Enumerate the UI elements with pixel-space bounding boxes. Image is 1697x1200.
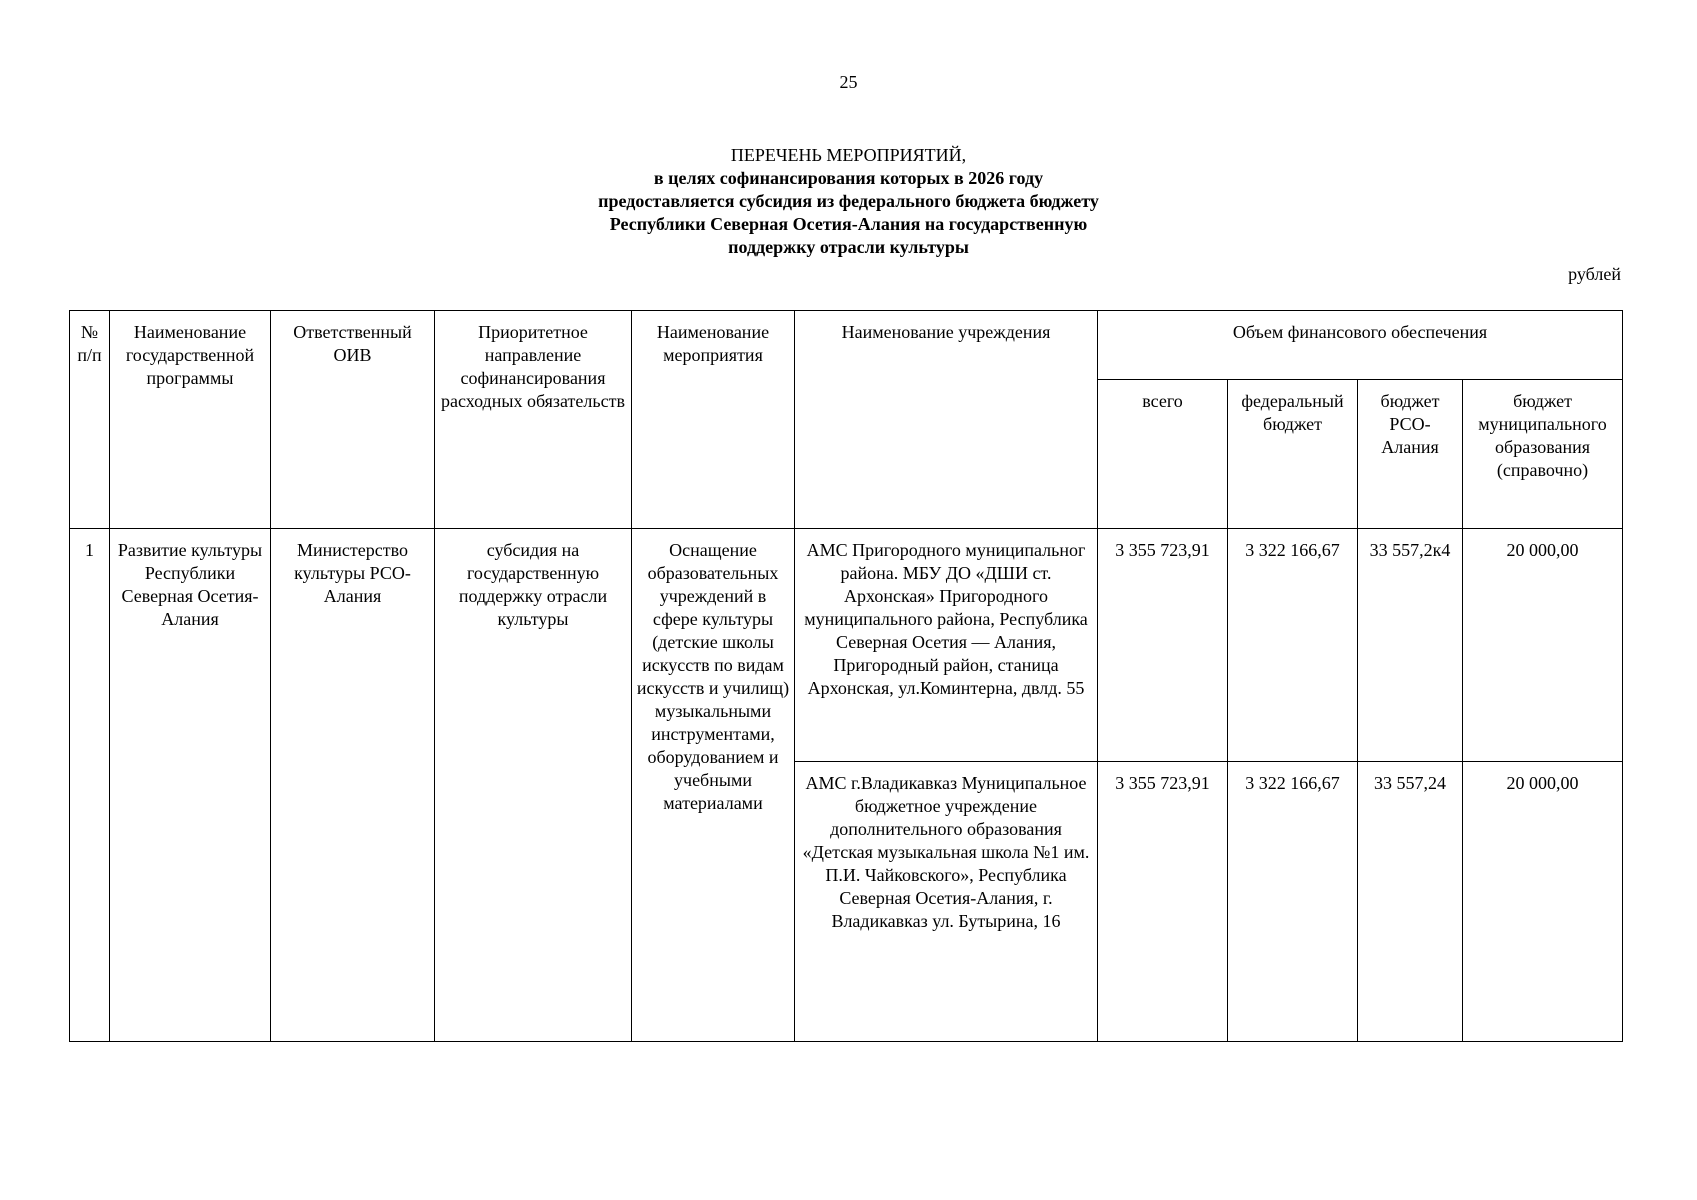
measures-table	[69, 310, 1623, 1042]
title-line-3: предоставляется субсидия из федерального бюджета бюджету	[598, 191, 1099, 211]
title-line-2: в целях софинансирования которых в 2026 году	[653, 168, 1044, 188]
row1-num: 1	[70, 529, 110, 1042]
title-line-1: ПЕРЕЧЕНЬ МЕРОПРИЯТИЙ,	[730, 145, 967, 165]
header-direction: Приоритетное направление софинансирования расходных обязательств	[435, 311, 632, 529]
currency-units: рублей	[1568, 264, 1621, 284]
header-oiv: Ответственный ОИВ	[271, 311, 435, 529]
header-municipal: бюджет муниципального образования (справочно)	[1463, 380, 1623, 529]
title-line-4: Республики Северная Осетия-Алания на государственную	[609, 214, 1088, 234]
page-number: 25	[839, 72, 858, 92]
table-row	[70, 529, 1623, 762]
header-num: № п/п	[70, 311, 110, 529]
header-financing: Объем финансового обеспечения	[1098, 311, 1623, 380]
row1-program: Развитие культуры Республики Северная Осетия-Алания	[110, 529, 271, 1042]
row2-institution: АМС г.Владикавказ Муниципальное бюджетное учреждение дополнительного образования «Детская музыкальная школа №1 им. П.И. Чайковского», Республика Северная Осетия-Алания, г. Владикавказ ул. Бутырина, 16	[795, 762, 1098, 1042]
header-regional: бюджет РСО-Алания	[1358, 380, 1463, 529]
row1-municipal: 20 000,00	[1463, 529, 1623, 762]
document-title	[0, 144, 1697, 259]
row1-oiv: Министерство культуры РСО-Алания	[271, 529, 435, 1042]
row2-federal: 3 322 166,67	[1228, 762, 1358, 1042]
row1-direction: субсидия на государственную поддержку отрасли культуры	[435, 529, 632, 1042]
row1-institution: АМС Пригородного муниципальног района. МБУ ДО «ДШИ ст. Архонская» Пригородного муниципального района, Республика Северная Осетия — Алания, Пригородный район, станица Архонская, ул.Коминтерна, двлд. 55	[795, 529, 1098, 762]
header-event: Наименование мероприятия	[632, 311, 795, 529]
row2-municipal: 20 000,00	[1463, 762, 1623, 1042]
row2-total: 3 355 723,91	[1098, 762, 1228, 1042]
title-line-5: поддержку отрасли культуры	[728, 237, 969, 257]
header-institution: Наименование учреждения	[795, 311, 1098, 529]
header-program: Наименование государственной программы	[110, 311, 271, 529]
header-federal: федеральный бюджет	[1228, 380, 1358, 529]
row1-total: 3 355 723,91	[1098, 529, 1228, 762]
header-total: всего	[1098, 380, 1228, 529]
row1-event: Оснащение образовательных учреждений в сфере культуры (детские школы искусств по видам искусств и училищ) музыкальными инструментами, оборудованием и учебными материалами	[632, 529, 795, 1042]
row1-regional: 33 557,2к4	[1358, 529, 1463, 762]
row1-federal: 3 322 166,67	[1228, 529, 1358, 762]
header-row-1	[70, 311, 1623, 380]
row2-regional: 33 557,24	[1358, 762, 1463, 1042]
